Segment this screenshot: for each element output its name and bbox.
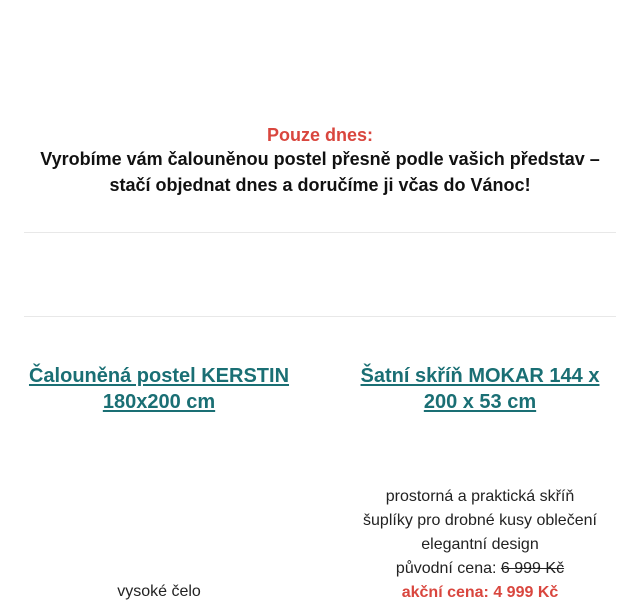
promo-banner xyxy=(24,124,616,198)
sale-price xyxy=(335,581,625,605)
promo-line-1: Vyrobíme vám čalouněnou postel přesně podle vašich představ – xyxy=(40,149,600,169)
product-title-line-2: 180x200 cm xyxy=(102,391,216,413)
product-features-bed xyxy=(14,580,304,604)
sale-price-label: akční cena: xyxy=(401,584,489,601)
feature-item: elegantní design xyxy=(421,536,539,553)
sale-price-value: 4 999 Kč xyxy=(493,584,559,601)
product-features-wardrobe xyxy=(335,485,625,605)
product-title-line-1: Šatní skříň MOKAR 144 x xyxy=(360,365,600,387)
feature-item: vysoké čelo xyxy=(117,583,201,600)
feature-item: prostorná a praktická skříň xyxy=(385,488,575,505)
product-title-line-1: Čalouněná postel KERSTIN xyxy=(28,365,290,387)
product-card-bed xyxy=(14,363,304,415)
product-title-link[interactable] xyxy=(361,363,600,415)
original-price-value: 6 999 Kč xyxy=(500,560,565,577)
promo-kicker: Pouze dnes: xyxy=(266,125,373,145)
promo-line-2: stačí objednat dnes a doručíme ji včas do Vánoc! xyxy=(109,175,531,195)
feature-item: šuplíky pro drobné kusy oblečení xyxy=(363,512,597,529)
product-title-link[interactable] xyxy=(29,363,289,415)
divider xyxy=(24,316,616,317)
product-card-wardrobe xyxy=(335,363,625,415)
original-price xyxy=(335,557,625,581)
original-price-label: původní cena: xyxy=(395,560,497,577)
divider xyxy=(24,232,616,233)
product-title-line-2: 200 x 53 cm xyxy=(423,391,537,413)
